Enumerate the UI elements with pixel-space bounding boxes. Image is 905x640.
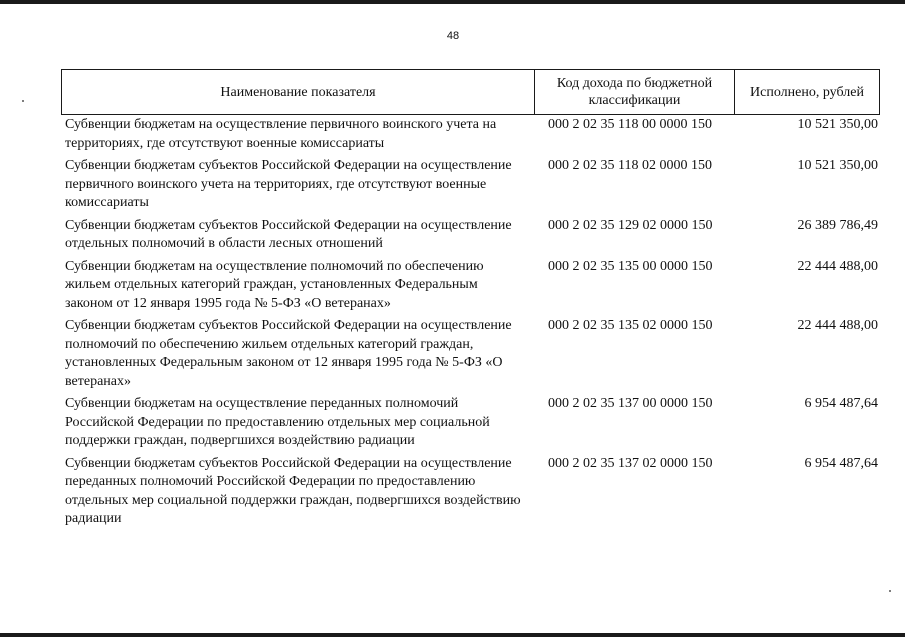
table-row [61, 455, 880, 529]
table-row [61, 395, 880, 451]
row-amount: 10 521 350,00 [797, 117, 878, 132]
row-code: 000 2 02 35 118 00 0000 150 [548, 117, 712, 132]
table-row [61, 258, 880, 314]
row-name: Субвенции бюджетам на осуществление первичного воинского учета на территориях, где отсутствуют военные комиссариаты [65, 117, 497, 151]
row-amount: 6 954 487,64 [804, 396, 878, 411]
row-code: 000 2 02 35 137 00 0000 150 [548, 396, 713, 411]
row-amount: 22 444 488,00 [797, 258, 878, 274]
row-name: Субвенции бюджетам на осуществление полномочий по обеспечению жильем отдельных категорий граждан, установленных Федеральным законом от 12 января 1995 года № 5-ФЗ «О ветеранах» [65, 258, 484, 311]
row-name: Субвенции бюджетам субъектов Российской Федерации на осуществление отдельных полномочий в области лесных отношений [65, 217, 512, 251]
scan-speck [889, 590, 891, 592]
row-name: Субвенции бюджетам субъектов Российской Федерации на осуществление первичного воинского учета на территориях, где отсутствуют военные комиссариаты [65, 158, 512, 210]
scan-speck [22, 100, 24, 102]
row-name: Субвенции бюджетам на осуществление переданных полномочий Российской Федерации по предоставлению отдельных мер социальной поддержки граждан, подвергшихся воздействию радиации [65, 396, 490, 448]
table-row [61, 317, 880, 391]
row-code: 000 2 02 35 135 02 0000 150 [548, 318, 713, 333]
header-name: Наименование показателя [62, 70, 535, 114]
table-header [61, 69, 880, 115]
table-body [61, 116, 880, 533]
row-name: Субвенции бюджетам субъектов Российской Федерации на осуществление переданных полномочий Российской Федерации по предоставлению отдельных мер социальной поддержки граждан, подвергшихся воздействию радиации [65, 455, 521, 526]
row-amount: 10 521 350,00 [797, 158, 878, 173]
row-name: Субвенции бюджетам субъектов Российской Федерации на осуществление полномочий по обеспечению жильем отдельных категорий граждан, установленных Федеральным законом от 12 января 1995 года № 5-ФЗ «О ветеранах» [65, 318, 512, 389]
table-row [61, 157, 880, 213]
table-row [61, 217, 880, 254]
header-amount: Исполнено, рублей [750, 84, 864, 100]
table-row [61, 116, 880, 153]
row-code: 000 2 02 35 118 02 0000 150 [548, 158, 712, 173]
row-amount: 6 954 487,64 [804, 455, 878, 471]
row-amount: 22 444 488,00 [797, 318, 878, 333]
bottom-border [0, 633, 905, 637]
row-code: 000 2 02 35 129 02 0000 150 [548, 217, 713, 233]
top-border [0, 0, 905, 4]
row-code: 000 2 02 35 137 02 0000 150 [548, 455, 713, 471]
row-code: 000 2 02 35 135 00 0000 150 [548, 258, 713, 274]
header-code: Код дохода по бюджетной классификации [535, 70, 735, 114]
row-amount: 26 389 786,49 [797, 217, 878, 233]
page-number: 48 [446, 30, 460, 42]
